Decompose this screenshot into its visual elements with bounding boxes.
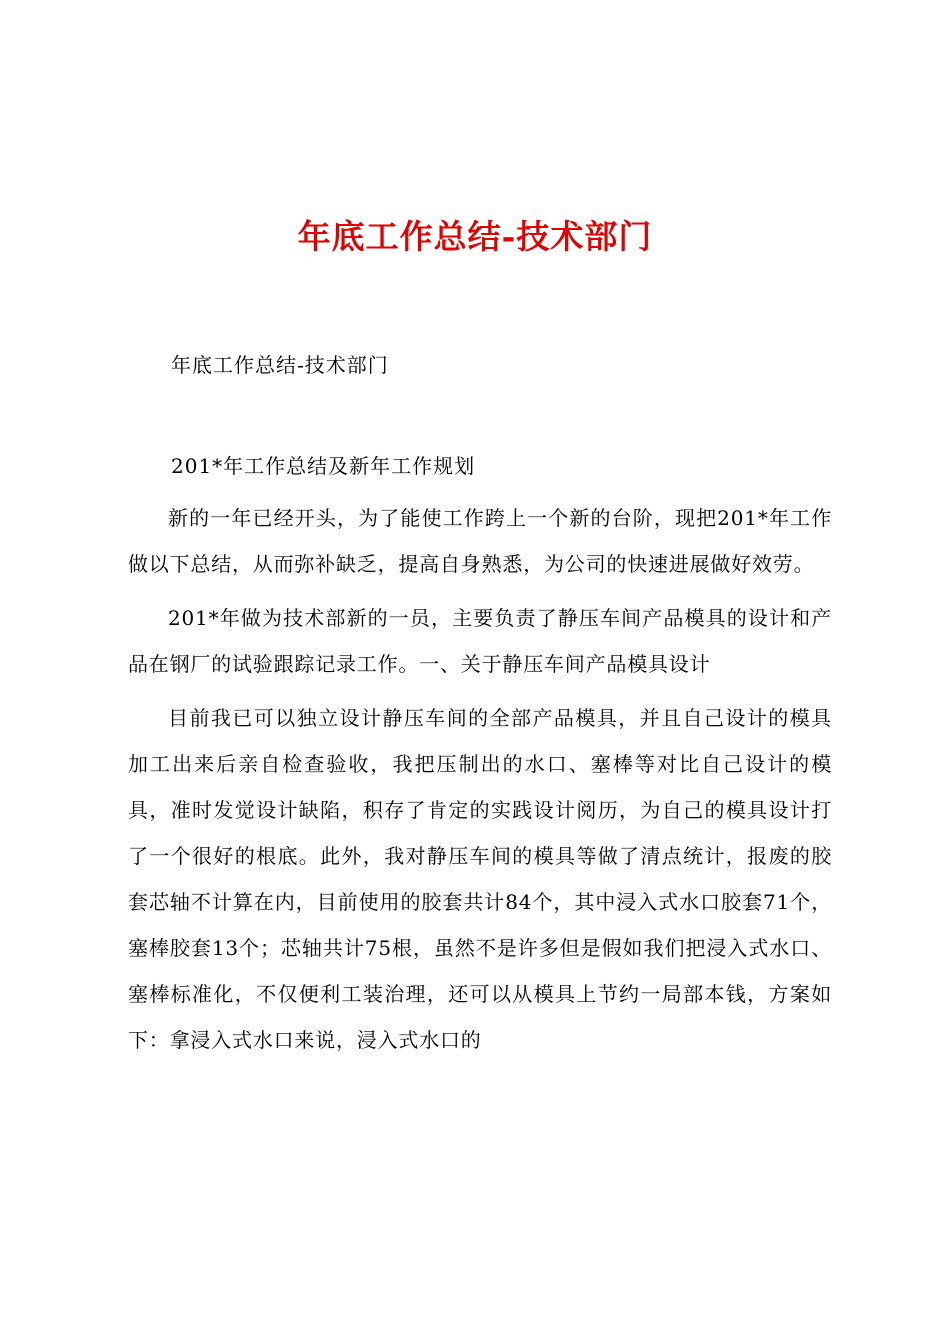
paragraph: 新的一年已经开头，为了能使工作跨上一个新的台阶，现把201*年工作做以下总结，从而弥补缺乏，提高自身熟悉，为公司的快速进展做好效劳。 [128, 506, 832, 576]
document-title: 年底工作总结-技术部门 [297, 217, 653, 256]
paragraph: 目前我已可以独立设计静压车间的全部产品模具，并且自己设计的模具加工出来后亲自检查验收，我把压制出的水口、塞棒等对比自己设计的模具，准时发觉设计缺陷，积存了肯定的实践设计阅历，为自己的模具设计打了一个很好的根底。此外，我对静压车间的模具等做了清点统计，报废的胶套芯轴不计算在内，目前使用的胶套共计84个，其中浸入式水口胶套71个，塞棒胶套13个；芯轴共计75根，虽然不是许多但是假如我们把浸入式水口、塞棒标准化，不仅便利工装治理，还可以从模具上节约一局部本钱，方案如下：拿浸入式水口来说，浸入式水口的 [128, 706, 832, 1052]
body-text [128, 495, 832, 1071]
document-subtitle: 年底工作总结-技术部门 [171, 353, 389, 377]
section-heading: 201*年工作总结及新年工作规划 [171, 454, 476, 478]
paragraph: 201*年做为技术部新的一员，主要负责了静压车间产品模具的设计和产品在钢厂的试验跟踪记录工作。一、关于静压车间产品模具设计 [128, 606, 832, 676]
